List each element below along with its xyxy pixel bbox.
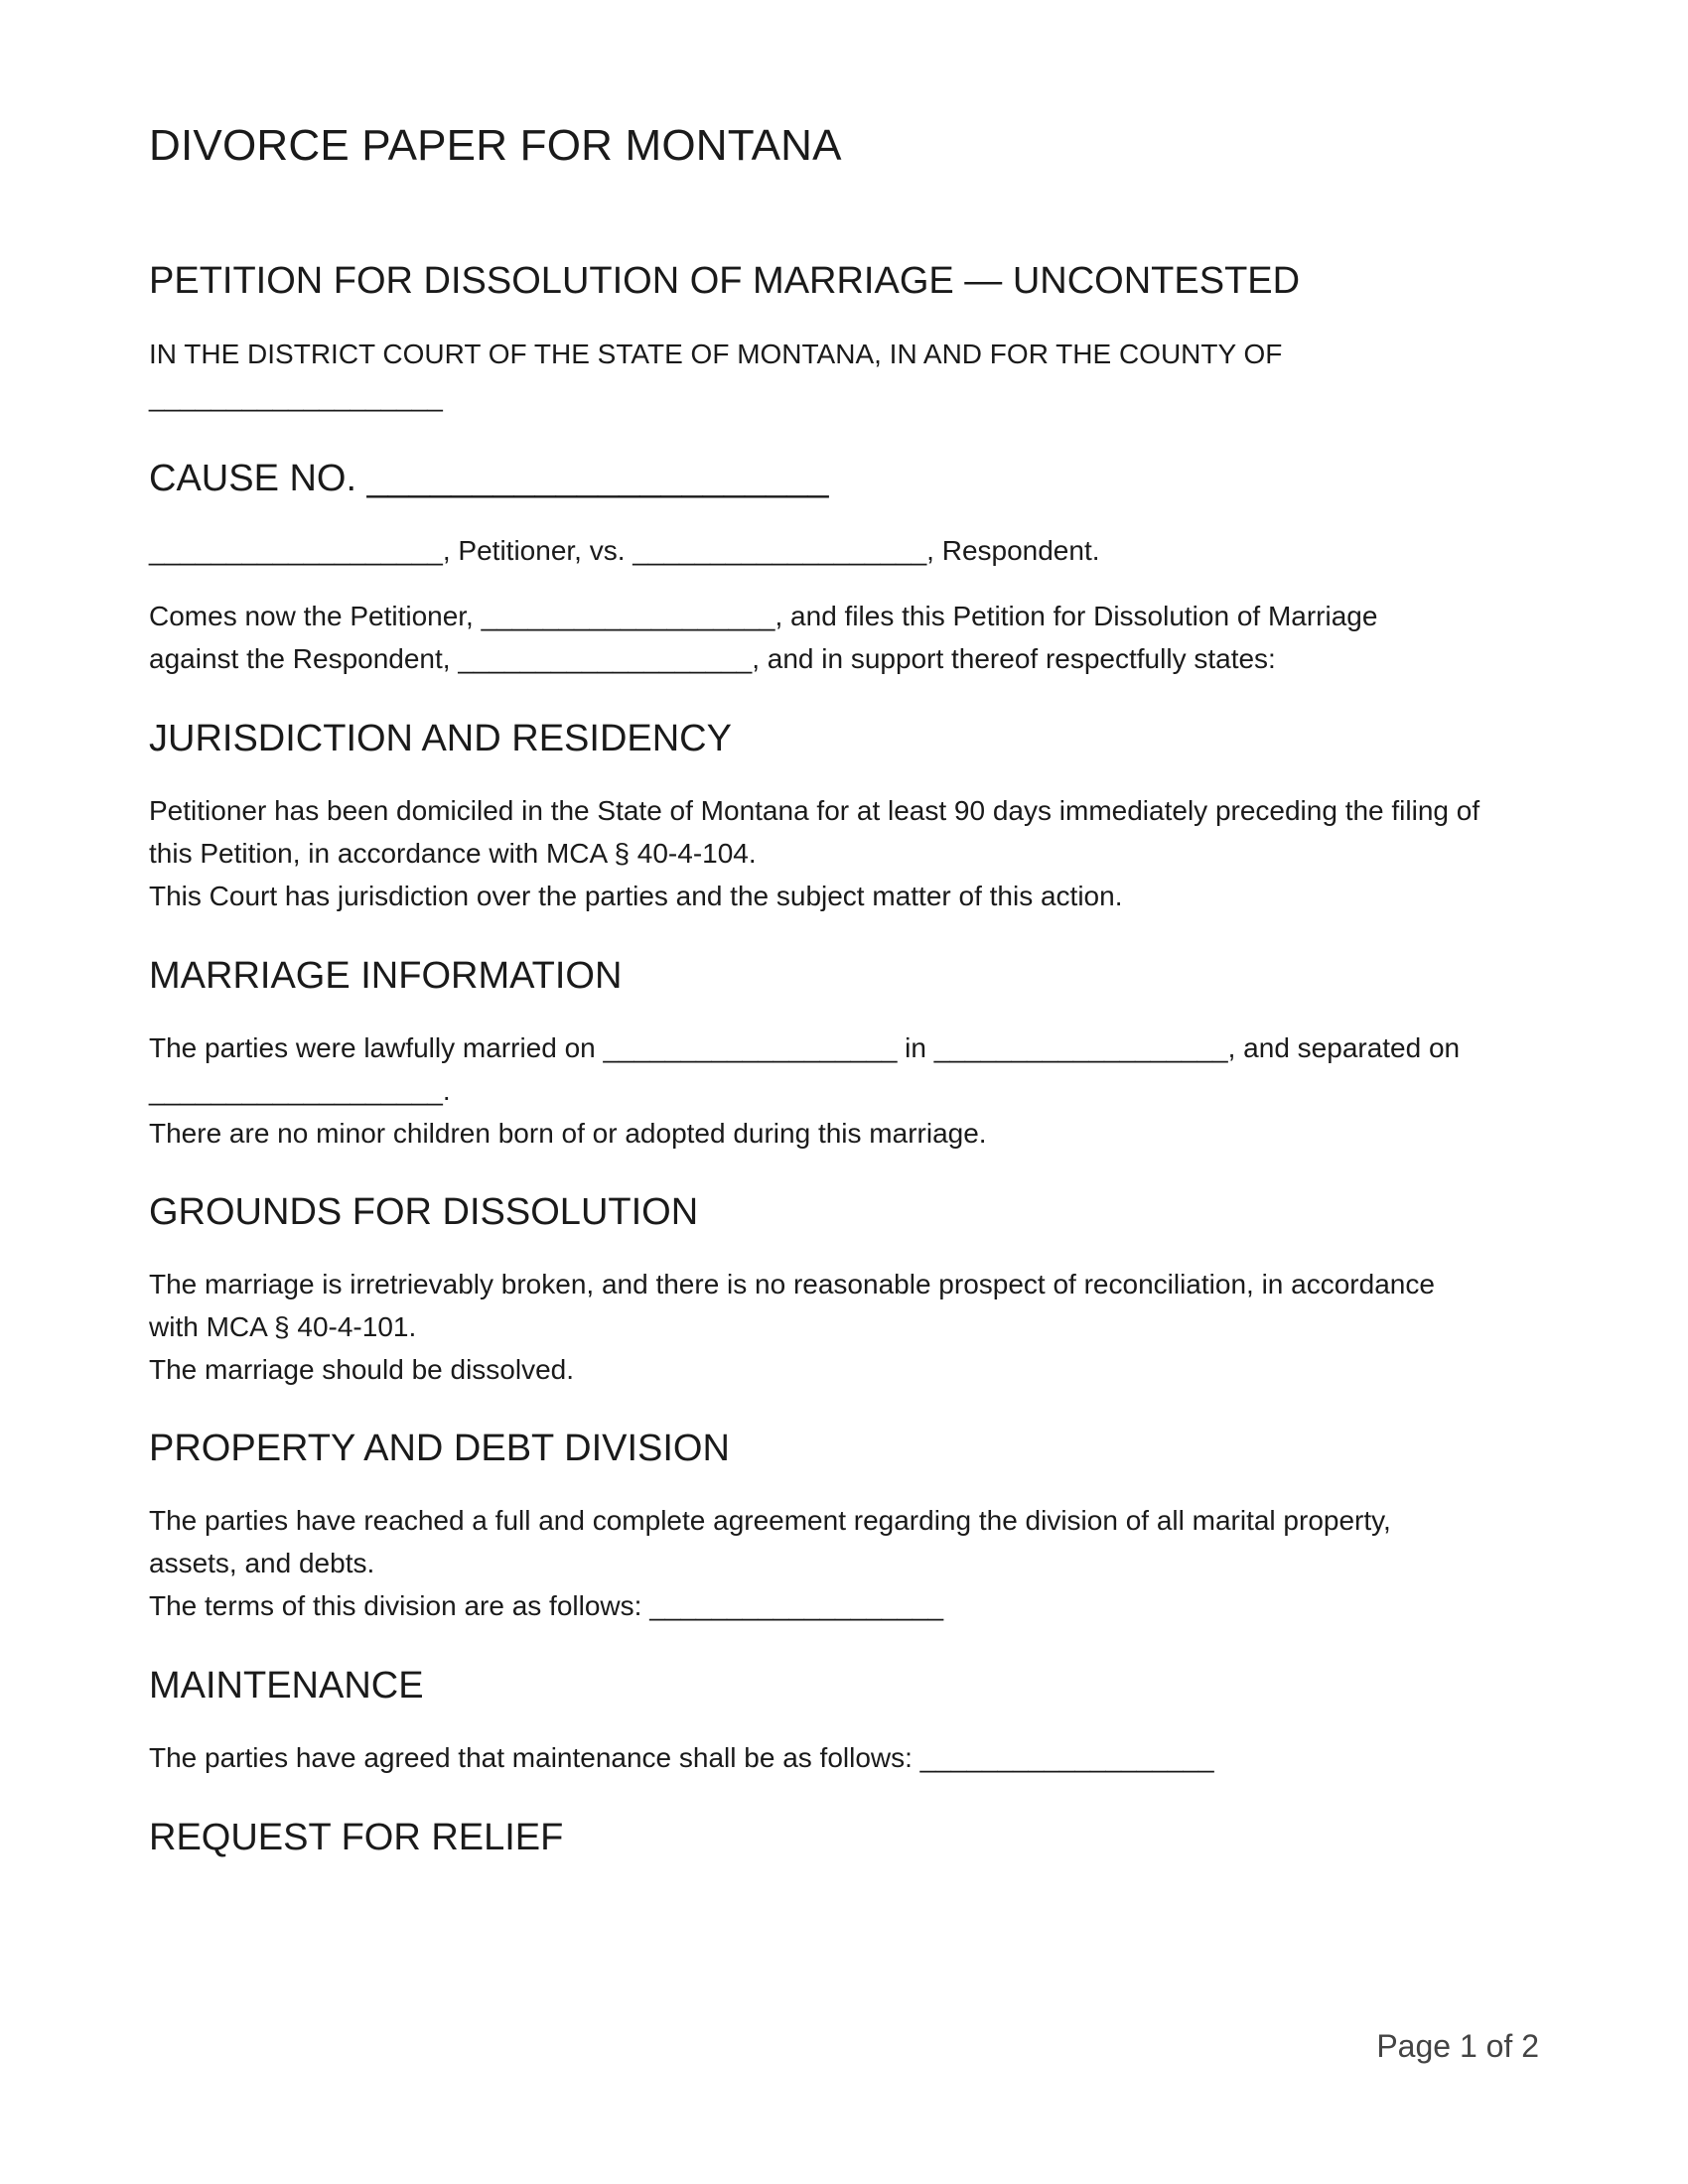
section-heading-marriage: MARRIAGE INFORMATION bbox=[149, 955, 623, 997]
section-heading-jurisdiction: JURISDICTION AND RESIDENCY bbox=[149, 718, 732, 759]
document-title: DIVORCE PAPER FOR MONTANA bbox=[149, 121, 842, 170]
grounds-line: with MCA § 40-4-101. bbox=[149, 1311, 417, 1342]
grounds-paragraph bbox=[149, 1263, 1539, 1391]
property-paragraph bbox=[149, 1499, 1539, 1627]
county-blank: ___________________ bbox=[149, 381, 443, 412]
intro-line: Comes now the Petitioner, ___________________, and files this Petition for Dissolution of Marriage bbox=[149, 601, 1378, 631]
court-caption bbox=[149, 333, 1539, 418]
marriage-line: There are no minor children born of or adopted during this marriage. bbox=[149, 1118, 987, 1149]
section-heading-relief: REQUEST FOR RELIEF bbox=[149, 1817, 564, 1858]
maintenance-paragraph bbox=[149, 1736, 1539, 1779]
intro-paragraph bbox=[149, 595, 1539, 680]
section-heading-maintenance: MAINTENANCE bbox=[149, 1665, 424, 1706]
cause-number: CAUSE NO. ______________________ bbox=[149, 458, 829, 499]
marriage-paragraph bbox=[149, 1026, 1539, 1155]
jurisdiction-line: this Petition, in accordance with MCA § 40-4-104. bbox=[149, 838, 757, 869]
property-line: The terms of this division are as follows: ___________________ bbox=[149, 1590, 944, 1621]
section-heading-grounds: GROUNDS FOR DISSOLUTION bbox=[149, 1191, 699, 1233]
page-number: Page 1 of 2 bbox=[1376, 2028, 1539, 2064]
intro-line: against the Respondent, ___________________, and in support thereof respectfully states: bbox=[149, 643, 1276, 674]
grounds-line: The marriage is irretrievably broken, and there is no reasonable prospect of reconciliation, in accordance bbox=[149, 1269, 1435, 1299]
parties-line bbox=[149, 529, 1539, 572]
grounds-line: The marriage should be dissolved. bbox=[149, 1354, 575, 1385]
marriage-line: The parties were lawfully married on ___________________ in ___________________, and separated on bbox=[149, 1032, 1461, 1063]
jurisdiction-line: Petitioner has been domiciled in the State of Montana for at least 90 days immediately preceding the filing of bbox=[149, 795, 1480, 826]
marriage-line: ___________________. bbox=[149, 1075, 451, 1106]
section-heading-property: PROPERTY AND DEBT DIVISION bbox=[149, 1428, 730, 1469]
petition-heading: PETITION FOR DISSOLUTION OF MARRIAGE — UNCONTESTED bbox=[149, 260, 1301, 302]
maintenance-line: The parties have agreed that maintenance shall be as follows: ___________________ bbox=[149, 1742, 1214, 1773]
jurisdiction-line: This Court has jurisdiction over the parties and the subject matter of this action. bbox=[149, 881, 1123, 911]
court-caption-line: IN THE DISTRICT COURT OF THE STATE OF MONTANA, IN AND FOR THE COUNTY OF bbox=[149, 339, 1283, 369]
parties-text: ___________________, Petitioner, vs. ___________________, Respondent. bbox=[149, 535, 1100, 566]
jurisdiction-paragraph bbox=[149, 789, 1539, 917]
property-line: assets, and debts. bbox=[149, 1548, 375, 1578]
property-line: The parties have reached a full and complete agreement regarding the division of all marital property, bbox=[149, 1505, 1391, 1536]
